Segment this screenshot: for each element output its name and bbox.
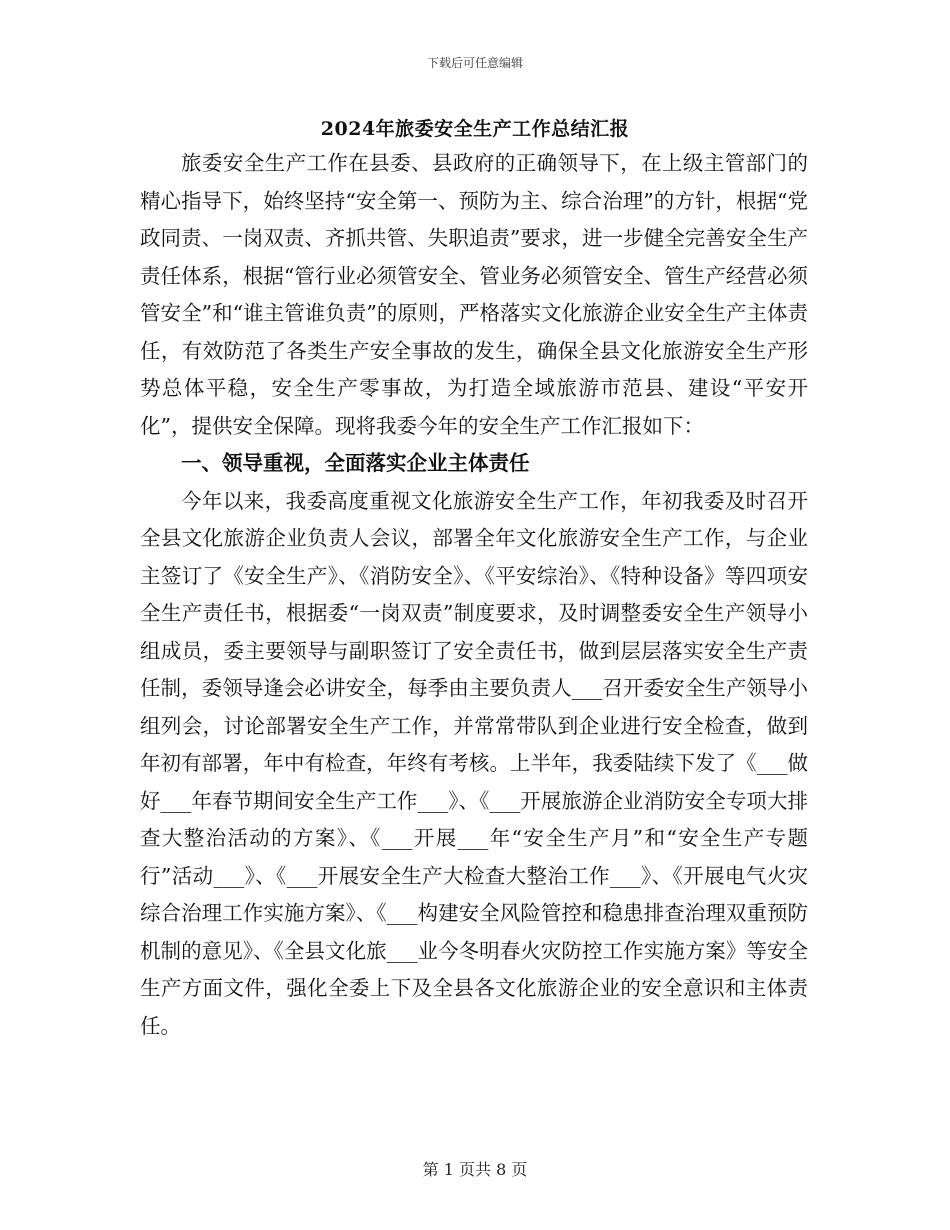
section-heading: 一、领导重视，全面落实企业主体责任 [181,451,530,475]
document-body [140,145,808,1045]
header-note: 下载后可任意编辑 [426,56,523,70]
section-paragraph: 今年以来，我委高度重视文化旅游安全生产工作，年初我委及时召开全县文化旅游企业负责人会议，部署全年文化旅游安全生产工作，与企业主签订了《安全生产》、《消防安全》、《平安综治》、《特种设备》等四项安全生产责任书，根据委“一岗双责”制度要求，及时调整委安全生产领导小组成员，委主要领导与副职签订了安全责任书，做到层层落实安全生产责任制，委领导逢会必讲安全，每季由主要负责人___召开委安全生产领导小组列会，讨论部署安全生产工作，并常常带队到企业进行安全检查，做到年初有部署，年中有检查，年终有考核。上半年，我委陆续下发了《___做好___年春节期间安全生产工作___》、《___开展旅游企业消防安全专项大排查大整治活动的方案》、《___开展___年“安全生产月”和“安全生产专题行”活动___》、《___开展安全生产大检查大整治工作___》、《开展电气火灾综合治理工作实施方案》、《___构建安全风险管控和稳患排查治理双重预防机制的意见》、《全县文化旅___业今冬明春火灾防控工作实施方案》等安全生产方面文件，强化全委上下及全县各文化旅游企业的安全意识和主体责任。 [140,488,808,1038]
page-footer: 第 1 页共 8 页 [422,1160,528,1179]
document-title: 2024年旅委安全生产工作总结汇报 [320,118,630,140]
intro-paragraph: 旅委安全生产工作在县委、县政府的正确领导下，在上级主管部门的精心指导下，始终坚持“安全第一、预防为主、综合治理”的方针，根据“党政同责、一岗双责、齐抓共管、失职追责”要求，进一步健全完善安全生产责任体系，根据“管行业必须管安全、管业务必须管安全、管生产经营必须管安全”和“谁主管谁负责”的原则，严格落实文化旅游企业安全生产主体责任，有效防范了各类生产安全事故的发生，确保全县文化旅游安全生产形势总体平稳，安全生产零事故，为打造全域旅游市范县、建设“平安开化”，提供安全保障。现将我委今年的安全生产工作汇报如下： [140,151,808,438]
